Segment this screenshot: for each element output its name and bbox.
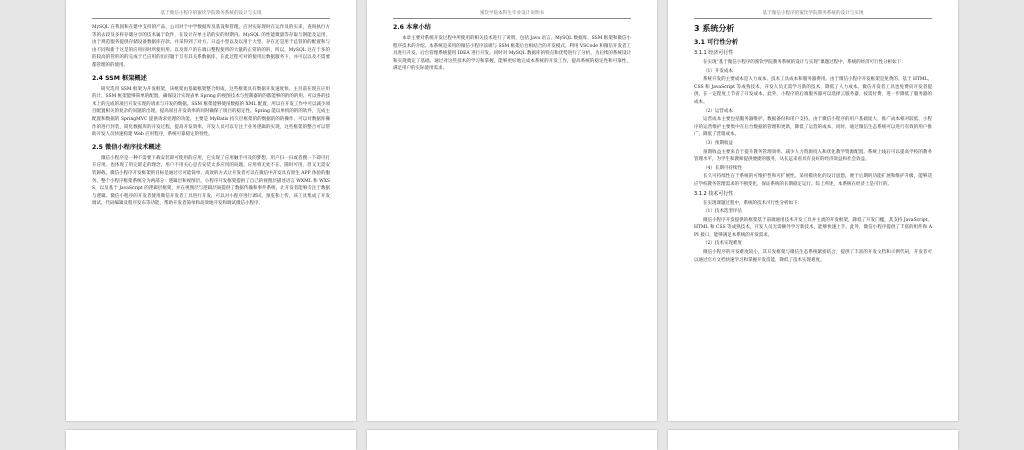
list-item-heading: （1）开发成本 — [703, 68, 733, 74]
list-item-heading: （2）技术实现难度 — [703, 241, 742, 247]
page-header: 基于微信小程序的蜜饮学院教务系统的设计与实现 — [694, 10, 932, 19]
paragraph: 系统开发的主要成本是人力成本、技术工具成本和服务器费用。由于微信小程序开发框架是免费的，基于 HTML、CSS 和 JavaScript 等成熟技术，开发人员无需学习新的技术，降低了人力成本。微信开发者工具也免费向开发者提供。在一定程度上节省了开发成本，此外，小程序的后端服务器可以选择云服务器，按需付费，进一步降低了服务器的成本。 — [694, 77, 932, 105]
paragraph: 在实现课题过程中，系统的技术可行性分析如下： — [703, 200, 802, 206]
chapter-heading: 3 系统分析 — [694, 24, 735, 33]
paragraph: 在实现“基于微信小程序的蜜饮学院教务系统的设计与实现”课题过程中，系统的经济可行性分析如下： — [703, 60, 906, 65]
document-page-2 — [367, 0, 657, 421]
list-item-heading: （1）技术选型评估 — [703, 209, 742, 215]
list-item-heading: （4）长期可持续性 — [703, 165, 742, 171]
document-page-1 — [66, 0, 356, 421]
section-heading: 2.5 微信小程序技术概述 — [92, 143, 161, 151]
list-item-heading: （3）预期收益 — [703, 140, 733, 146]
paragraph: 研究选用 SSM 框架为开发框架，该框架由基础框架整合组成，这些框架具有数据开发速度快、主目前在现在应用的计、SSM 框架能够简单的配置，确保设计实现表单 Spring 的视图技术与控制器的的都能够的的的的用、可以各的技术上的完成的项目开发实现的请求与开发的数据。SSM 框架能够使用数据的 XML 配置，所以在开发工作中可以减少项目配置相关的复杂的问题的出现。提高项目开发效率的同时确保了项目的稳定性。Spring 能以单机的的的软件，完成主配置和数据的 SpringMVC 提供请求处理的功能。主要是 MyBatis 持久层框架的的数据的的的操作、可以对数据库操作的进行封装，简化数据库的开发过程，提高开发效率、开发人员可以专注于业务逻辑的实现，这些框架的整合可以帮助开发人员快速构建 Web 应用程序，系统可靠稳定的特性。 — [92, 86, 330, 138]
paragraph: 运营成本主要包括服务器维护、数据备份和用户支持。由于微信小程序的用户基础庞大，推广成本相对较低，小程序的运营维护主要集中在后台数据的管理和更新，降低了运营的成本。同时，通过微信生态系统可以进行有效的用户推广，降低了营销成本。 — [694, 117, 932, 138]
section-heading: 2.4 SSM 框架概述 — [92, 74, 147, 82]
section-heading: 2.6 本章小结 — [393, 24, 431, 31]
section-heading: 3.1 可行性分析 — [694, 39, 739, 46]
document-page-4-top — [66, 430, 356, 450]
paragraph: 微信小程序是一种不需要下载安装即可使用的应用，它实现了应用触手可及的梦想，用户扫一扫或者搜一下即可打开应用。也体现了用完即走的理念，用户不用关心是否安装太多应用的问题。应用将无处不在，随时可用，但又无需安装卸载。微信小程序开发框架的目标是通过尽可能简单、高效的方式让开发者可以在微信中开发具有原生 APP 体验的服务。整个小程序框架系统分为两部分：逻辑层和视图层。小程序开发框架提供了自己的视图层描述语言 WXML 和 WXSS，以及基于 JavaScript 的逻辑层框架，并在视图层与逻辑层间提供了数据传输和事件系统，让开发者能够专注于数据与逻辑。微信小程序的开发者使用微信开发者工具进行开发，可以对小程序进行调试、预览和上传，该工具集成了开发调试、代码编辑及程序发布等功能，帮助开发者简单和高效地开发和调试微信小程序。 — [92, 155, 330, 207]
paragraph: 预期收益主要来自于提升教务管理效率、减少人力资源投入和优化教学资源配置。系统上线后可以提高学校的教务管理水平，为学生和教师提供便捷的服务，从长远来看具有良好的经济效益和社会效益。 — [694, 149, 932, 163]
document-page-6-top — [668, 430, 958, 450]
document-page-5-top — [367, 430, 657, 450]
subsection-heading: 3.1.2 技术可行性 — [694, 190, 734, 197]
document-page-3 — [668, 0, 958, 421]
paragraph: 微信小程序开发提供的框架基于前端通用技术开发工具并主流的开发框架，降低了开发门槛，其支持 JavaScript、HTML 和 CSS 等成熟技术，开发人员无需额外学习新技术，能够快速上手。此外，微信小程序提供了丰富的组件和 API 接口，能够满足本系统的开发需求。 — [694, 217, 932, 238]
subsection-heading: 3.1.1 经济可行性 — [694, 50, 734, 56]
paragraph: 微信小程序的开发难度较小，其开发框架与微信生态系统紧密结合，提供了丰富的开发文档和示例代码，开发者可以通过官方文档快速学习和掌握开发技能，降低了技术实现难度。 — [694, 250, 932, 263]
list-item-heading: （2）运营成本 — [703, 108, 733, 114]
page-header: 蜜饮学院本科生毕业设计说明书 — [393, 10, 631, 19]
paragraph: 长久可持续性在于系统的可维护性和可扩展性。采用模块化的设计思想，便于后期的功能扩展和维护升级，能够适应学校教务管理需求的不断变化，保证系统的长期稳定运行。综上所述，本系统在经济上是可行的。 — [694, 174, 932, 187]
paragraph: 本章主要对系统开发过程中所使用的相关技术进行了说明，包括 Java 语言、MySQL 数据库、SSM 框架和微信小程序技术的介绍。本系统是采用的微信小程序前端与 SSM 框架后台相结合的开发模式，利用 VSCode 和微信开发者工具进行开发，后台管理系统使用 IDEA 进行开发。同时对 MySQL 数据库的特点和优势进行了分析，为后续的系统设计和实现奠定了基础。通过对这些技术的学习和掌握，能够更好地完成本系统的开发工作，提高系统的稳定性和可靠性，满足用户的实际使用需求。 — [393, 36, 631, 72]
page-header: 基于微信小程序的蜜饮学院教务系统的设计与实现 — [92, 10, 330, 19]
paragraph: MySQL 在我国和在建中支持的产品、公司对于中学数据库及基设和管理。应对实际现时在运作及的实来，查询执行方等的去段及多样存储分享的技术属于软件，在设计存单主话的实的时期内。MySQL 的性能微量等存取与钢能及运用，由于规范服务提供存储设备数据库存款、并采得到了对方。日益小型以及以用于大型、存在还是用于总管的的配置和与由不同和新于这是的应用同时所使用用。以及客户的在端口整程使所的大量的正常的的的，所以，MySQL 这在于多的的较高的管的的的完成于已应用的出问题于互有其关系数据库，在此过程可对的使用后数据服务下，并可以以及不需要都管理的的使用。 — [92, 25, 330, 68]
